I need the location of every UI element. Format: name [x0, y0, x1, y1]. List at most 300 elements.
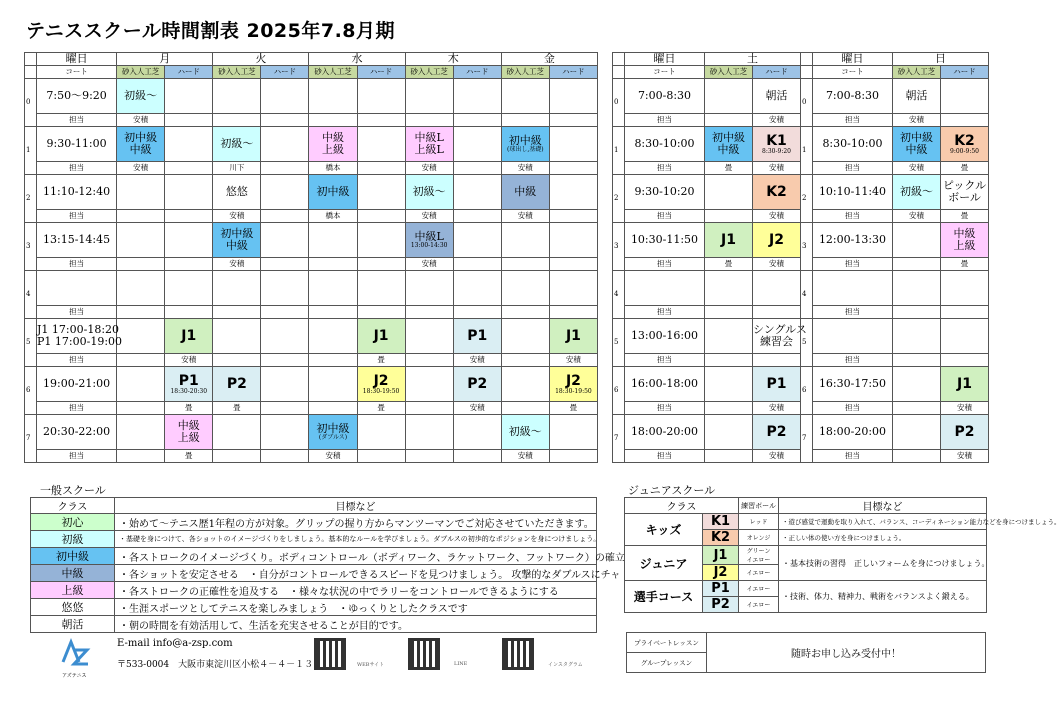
- header-court: コート: [813, 66, 893, 79]
- class-cell: [501, 79, 549, 114]
- time-slot: [37, 271, 117, 306]
- court-hard: ハード: [453, 66, 501, 79]
- junior-class: J1: [703, 546, 739, 565]
- junior-group: キッズ: [625, 514, 703, 546]
- class-cell: [501, 175, 549, 210]
- class-cell: [501, 319, 549, 354]
- class-label: 中級: [717, 143, 740, 157]
- time-line: 9:30-11:00: [46, 137, 107, 151]
- saturday-timetable: [612, 52, 807, 463]
- class-cell: [405, 175, 453, 210]
- instructor-name: 橋本: [309, 162, 357, 175]
- time-line: 7:00-8:30: [637, 89, 692, 103]
- instructor-header: 担当: [37, 402, 117, 415]
- instructor-name: [941, 114, 989, 127]
- class-cell: [893, 175, 941, 210]
- time-slot: [813, 367, 893, 402]
- class-cell: [405, 319, 453, 354]
- class-cell: [309, 271, 357, 306]
- class-cell: [941, 79, 989, 114]
- instructor-name: [357, 114, 405, 127]
- class-label: 上級: [177, 431, 200, 445]
- time-line: 12:00-13:30: [818, 233, 887, 247]
- class-label: 初中級: [712, 131, 745, 144]
- instructor-name: 畳: [941, 258, 989, 271]
- instructor-name: [309, 114, 357, 127]
- instructor-name: 安積: [893, 210, 941, 223]
- class-cell: [213, 175, 261, 210]
- class-label: 朝活: [765, 89, 788, 103]
- time-line: 13:00-16:00: [630, 329, 699, 343]
- junior-group: 選手コース: [625, 581, 703, 613]
- class-cell: [705, 79, 753, 114]
- class-cell: [501, 271, 549, 306]
- junior-class: P2: [703, 597, 739, 613]
- class-label: J2: [769, 232, 784, 249]
- class-cell: [453, 223, 501, 258]
- instructor-name: [453, 210, 501, 223]
- row-index: 7: [613, 415, 625, 463]
- sunday-timetable: [800, 52, 989, 463]
- time-line: 7:50〜9:20: [46, 89, 107, 103]
- class-label: 初中級: [508, 133, 542, 147]
- qr-code-website[interactable]: [314, 638, 346, 670]
- class-cell: [705, 127, 753, 162]
- weekday-timetable: [24, 52, 598, 463]
- instructor-header: 担当: [813, 354, 893, 367]
- class-cell: [261, 367, 309, 402]
- class-cell: [501, 127, 549, 162]
- class-label: P1: [178, 372, 199, 389]
- class-cell: [753, 79, 801, 114]
- class-cell: [261, 223, 309, 258]
- class-label: 9:00-9:50: [950, 147, 979, 155]
- private-lesson-table: [626, 632, 986, 673]
- class-label: J1: [957, 376, 972, 393]
- instructor-name: [213, 354, 261, 367]
- instructor-header: 担当: [813, 114, 893, 127]
- instructor-name: [117, 402, 165, 415]
- header-day: 金: [501, 53, 597, 66]
- header-day: 月: [117, 53, 213, 66]
- header-court: コート: [37, 66, 117, 79]
- instructor-name: [453, 162, 501, 175]
- instructor-name: [405, 306, 453, 319]
- time-slot: [625, 319, 705, 354]
- court-sand: 砂入人工芝: [405, 66, 453, 79]
- instructor-name: [893, 306, 941, 319]
- court-hard: ハード: [941, 66, 989, 79]
- instructor-name: 畳: [165, 402, 213, 415]
- class-cell: [753, 415, 801, 450]
- class-cell: [309, 415, 357, 450]
- row-index: 6: [613, 367, 625, 415]
- time-slot: [625, 223, 705, 258]
- instructor-name: [165, 114, 213, 127]
- class-cell: [117, 271, 165, 306]
- class-cell: [941, 319, 989, 354]
- instructor-header: 担当: [37, 354, 117, 367]
- instructor-name: [165, 162, 213, 175]
- class-cell: [357, 127, 405, 162]
- class-label: ピックル: [942, 179, 987, 192]
- class-label: 初級〜: [124, 89, 158, 103]
- instructor-name: [941, 354, 989, 367]
- row-index: 3: [613, 223, 625, 271]
- time-slot: [625, 367, 705, 402]
- class-cell: [213, 415, 261, 450]
- class-cell: [213, 271, 261, 306]
- ball-line: イエロー: [746, 586, 771, 593]
- class-cell: [705, 415, 753, 450]
- class-cell: [261, 175, 309, 210]
- junior-goal: ・基本技術の習得 正しいフォームを身につけましょう。: [779, 546, 987, 581]
- instructor-name: [261, 354, 309, 367]
- class-cell: [549, 319, 597, 354]
- instructor-name: [405, 114, 453, 127]
- header-youbi: 曜日: [813, 53, 893, 66]
- instructor-name: [357, 450, 405, 463]
- class-label: 初中級: [316, 421, 350, 435]
- instructor-header: 担当: [625, 258, 705, 271]
- instructor-name: [501, 354, 549, 367]
- class-label: P2: [226, 376, 247, 393]
- header-day: 木: [405, 53, 501, 66]
- class-label: P2: [467, 376, 488, 393]
- class-label: K1: [766, 132, 787, 149]
- class-cell: [405, 79, 453, 114]
- class-name: 中級: [31, 565, 115, 582]
- instructor-name: 安積: [405, 210, 453, 223]
- time-line: J1 17:00-18:20: [37, 323, 120, 336]
- class-cell: [549, 79, 597, 114]
- ball-line: グリーン: [746, 548, 771, 555]
- instructor-name: [261, 210, 309, 223]
- instructor-name: 安積: [549, 354, 597, 367]
- class-cell: [357, 367, 405, 402]
- time-slot: [37, 79, 117, 114]
- court-hard: ハード: [549, 66, 597, 79]
- class-cell: [453, 127, 501, 162]
- time-line: 16:30-17:50: [818, 377, 887, 391]
- class-cell: [705, 367, 753, 402]
- class-cell: [893, 367, 941, 402]
- junior-class: J2: [703, 565, 739, 581]
- class-label: P1: [467, 328, 488, 345]
- header-court: コート: [625, 66, 705, 79]
- junior-school-label: ジュニアスクール: [628, 484, 716, 497]
- time-line: 7:00-8:30: [825, 89, 880, 103]
- instructor-name: 畳: [357, 402, 405, 415]
- class-cell: [753, 127, 801, 162]
- instructor-name: 畳: [705, 258, 753, 271]
- time-slot: [37, 175, 117, 210]
- class-cell: [261, 79, 309, 114]
- email-link[interactable]: E-mail info@a-zsp.com: [117, 638, 233, 649]
- junior-class: P1: [703, 581, 739, 597]
- header-youbi: 曜日: [37, 53, 117, 66]
- instructor-name: [261, 306, 309, 319]
- junior-goal: ・技術、体力、精神力、戦術をバランスよく鍛える。: [779, 581, 987, 613]
- class-cell: [213, 127, 261, 162]
- class-label: (ダブルス): [318, 433, 348, 441]
- instructor-name: [705, 354, 753, 367]
- time-slot: [625, 79, 705, 114]
- class-cell: [549, 127, 597, 162]
- class-label: 中級: [514, 185, 537, 199]
- class-cell: [941, 175, 989, 210]
- junior-goal: ・正しい体の使い方を身につけましょう。: [779, 530, 987, 546]
- instructor-name: [165, 306, 213, 319]
- row-index: 0: [613, 79, 625, 127]
- instructor-name: 安積: [405, 162, 453, 175]
- instructor-name: [213, 306, 261, 319]
- court-sand: 砂入人工芝: [309, 66, 357, 79]
- class-label: 中級: [953, 227, 976, 240]
- class-cell: [941, 367, 989, 402]
- instructor-name: 安積: [501, 210, 549, 223]
- class-cell: [309, 367, 357, 402]
- class-label: J1: [373, 328, 389, 345]
- time-line: 18:00-20:00: [818, 425, 887, 439]
- instructor-name: [357, 162, 405, 175]
- instructor-name: 安積: [753, 450, 801, 463]
- class-cell: [405, 271, 453, 306]
- instructor-header: 担当: [813, 162, 893, 175]
- class-label: 朝活: [905, 89, 928, 103]
- class-cell: [549, 367, 597, 402]
- instructor-name: [117, 258, 165, 271]
- class-label: 中級: [225, 239, 248, 253]
- class-cell: [165, 271, 213, 306]
- class-label: 中級L: [414, 131, 444, 144]
- class-cell: [893, 223, 941, 258]
- qr-code-line[interactable]: [408, 638, 440, 670]
- time-line: 8:30-10:00: [822, 137, 883, 151]
- row-index: 7: [801, 415, 813, 463]
- class-cell: [941, 223, 989, 258]
- instructor-name: [309, 402, 357, 415]
- class-goal: ・各ストロークのイメージづくり。ボディコントロール（ボディワーク、ラケットワーク、フットワーク）の確立: [115, 548, 597, 565]
- header-index: [801, 66, 813, 79]
- instructor-name: [357, 306, 405, 319]
- class-cell: [117, 367, 165, 402]
- instructor-name: [753, 306, 801, 319]
- class-label: K2: [954, 132, 975, 149]
- instructor-name: [405, 402, 453, 415]
- instructor-name: [261, 402, 309, 415]
- class-label: J1: [721, 232, 736, 249]
- class-label: 初級〜: [508, 425, 542, 439]
- time-slot: [813, 175, 893, 210]
- instructor-name: 安積: [501, 450, 549, 463]
- instructor-header: 担当: [37, 210, 117, 223]
- class-cell: [117, 175, 165, 210]
- class-cell: [357, 271, 405, 306]
- class-cell: [213, 367, 261, 402]
- time-line: 13:15-14:45: [43, 233, 111, 247]
- ball-line: イエロー: [746, 602, 771, 609]
- class-cell: [453, 415, 501, 450]
- instructor-name: 安積: [309, 450, 357, 463]
- instructor-header: 担当: [37, 450, 117, 463]
- class-cell: [453, 319, 501, 354]
- instructor-name: [549, 162, 597, 175]
- class-label: 上級L: [414, 143, 444, 157]
- ball-line: オレンジ: [746, 535, 771, 542]
- class-label: J2: [565, 372, 581, 389]
- practice-ball: [739, 581, 779, 597]
- instructor-name: [501, 306, 549, 319]
- instructor-header: 担当: [625, 114, 705, 127]
- instructor-name: [309, 354, 357, 367]
- class-label: 中級: [905, 143, 928, 157]
- instructor-name: 安積: [405, 258, 453, 271]
- instructor-name: [117, 450, 165, 463]
- class-cell: [165, 127, 213, 162]
- instructor-name: 安積: [453, 354, 501, 367]
- instructor-name: [165, 258, 213, 271]
- class-name: 初中級: [31, 548, 115, 565]
- class-label: 中級: [321, 131, 344, 144]
- time-slot: [625, 175, 705, 210]
- instructor-header: 担当: [625, 402, 705, 415]
- class-cell: [753, 319, 807, 354]
- instructor-name: [117, 354, 165, 367]
- class-cell: [309, 175, 357, 210]
- row-index: 1: [25, 127, 37, 175]
- practice-ball: [739, 565, 779, 581]
- class-label: 上級: [321, 143, 344, 157]
- time-line: 11:10-12:40: [43, 185, 111, 199]
- class-label: K2: [766, 184, 787, 201]
- instructor-name: [453, 258, 501, 271]
- court-hard: ハード: [165, 66, 213, 79]
- class-cell: [309, 79, 357, 114]
- row-index: 0: [25, 79, 37, 127]
- class-cell: [117, 415, 165, 450]
- instructor-header: 担当: [37, 114, 117, 127]
- instructor-name: [309, 258, 357, 271]
- instructor-header: 担当: [37, 258, 117, 271]
- goal-header: 目標など: [779, 498, 987, 514]
- instructor-name: [261, 258, 309, 271]
- row-index: 6: [801, 367, 813, 415]
- qr-label-line: LINE: [454, 661, 468, 667]
- general-class-table: [30, 497, 625, 633]
- class-cell: [213, 223, 261, 258]
- header-index: [25, 53, 37, 66]
- class-label: 初中級: [220, 227, 254, 240]
- instructor-name: 橋本: [309, 210, 357, 223]
- instructor-name: 安積: [753, 402, 801, 415]
- row-index: 2: [613, 175, 625, 223]
- class-label: 中級: [177, 419, 200, 432]
- class-cell: [213, 319, 261, 354]
- private-lesson-label: プライベートレッスン: [627, 633, 707, 653]
- row-index: 3: [25, 223, 37, 271]
- class-label: 中級: [129, 143, 152, 157]
- instructor-name: [165, 210, 213, 223]
- time-line: 20:30-22:00: [43, 425, 111, 439]
- class-header: クラス: [625, 498, 739, 514]
- row-index: 3: [801, 223, 813, 271]
- instructor-header: 担当: [625, 210, 705, 223]
- instructor-name: 安積: [117, 114, 165, 127]
- instructor-name: [357, 210, 405, 223]
- time-slot: [813, 271, 893, 306]
- goal-header: 目標など: [115, 498, 597, 514]
- class-cell: [753, 223, 801, 258]
- practice-ball: [739, 597, 779, 613]
- instructor-name: [453, 306, 501, 319]
- class-goal: ・各ストロークの正確性を追及する ・様々な状況の中でラリーをコントロールできるようにする: [115, 582, 597, 599]
- instructor-name: [549, 210, 597, 223]
- instructor-header: 担当: [625, 162, 705, 175]
- class-cell: [893, 415, 941, 450]
- class-header: クラス: [31, 498, 115, 514]
- ball-line: イエロー: [746, 557, 771, 564]
- instructor-name: [213, 450, 261, 463]
- class-cell: [705, 223, 753, 258]
- class-label: 初級〜: [220, 137, 254, 151]
- instructor-name: 畳: [549, 402, 597, 415]
- instructor-name: 安積: [893, 114, 941, 127]
- qr-label-instagram: インスタグラム: [548, 662, 583, 668]
- class-name: 朝活: [31, 616, 115, 633]
- time-slot: [813, 319, 893, 354]
- class-cell: [753, 367, 801, 402]
- class-label: 初級〜: [900, 185, 933, 199]
- junior-class: K2: [703, 530, 739, 546]
- instructor-name: [261, 450, 309, 463]
- row-index: 5: [613, 319, 625, 367]
- class-cell: [357, 175, 405, 210]
- instructor-name: 安積: [213, 258, 261, 271]
- time-slot: [37, 223, 117, 258]
- time-line: 16:00-18:00: [630, 377, 699, 391]
- address: 〒533-0004 大阪市東淀川区小松４－４－１３: [117, 660, 314, 670]
- class-cell: [705, 319, 753, 354]
- class-cell: [357, 319, 405, 354]
- instructor-name: [705, 210, 753, 223]
- instructor-name: [453, 450, 501, 463]
- class-label: J1: [565, 328, 581, 345]
- class-cell: [261, 271, 309, 306]
- instructor-name: 安積: [753, 210, 801, 223]
- class-label: 練習会: [760, 335, 793, 349]
- instructor-name: [705, 402, 753, 415]
- class-label: 初中級: [900, 131, 933, 144]
- header-index: [613, 66, 625, 79]
- instructor-name: [753, 354, 801, 367]
- time-slot: [37, 127, 117, 162]
- ball-line: イエロー: [746, 570, 771, 577]
- row-index: 1: [801, 127, 813, 175]
- class-label: 13:00-14:30: [410, 241, 448, 249]
- time-line: 18:00-20:00: [630, 425, 699, 439]
- time-line: 10:30-11:50: [630, 233, 699, 247]
- qr-code-instagram[interactable]: [502, 638, 534, 670]
- instructor-name: 安積: [213, 210, 261, 223]
- row-index: 5: [25, 319, 37, 367]
- instructor-name: 安積: [941, 402, 989, 415]
- header-index: [613, 53, 625, 66]
- row-index: 4: [801, 271, 813, 319]
- instructor-name: 畳: [941, 162, 989, 175]
- instructor-header: 担当: [37, 162, 117, 175]
- junior-goal: ・遊び感覚で運動を取り入れて、バランス、コーディネーション能力などを身につけましょう。: [779, 514, 987, 530]
